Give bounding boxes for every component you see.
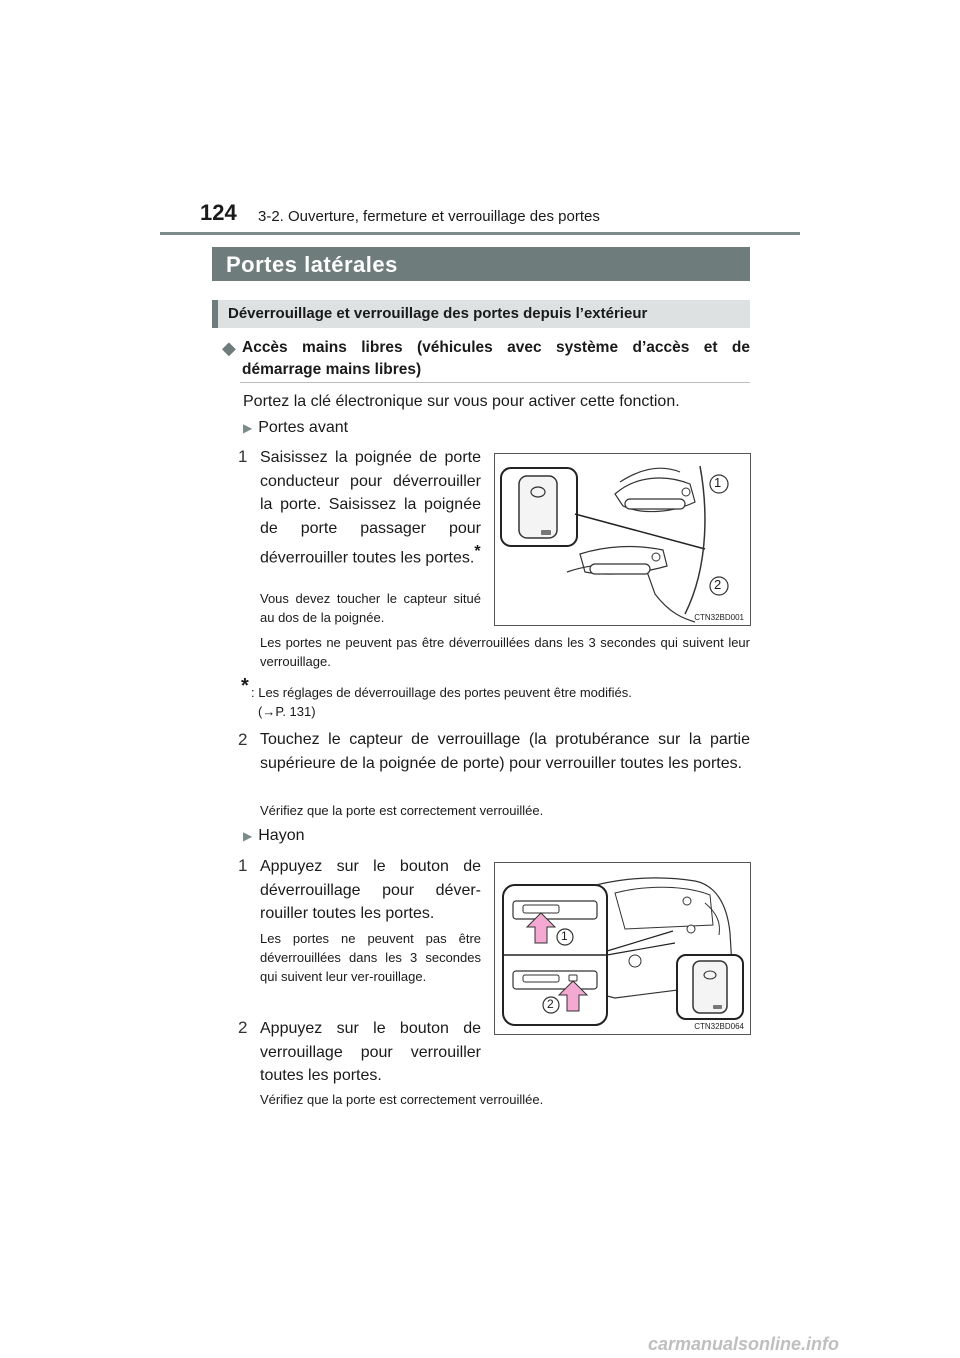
tailgate-step-2-note: Vérifiez que la porte est correctement verrouillée. [260, 1092, 544, 1107]
footnote-reference: (→P. 131) [258, 704, 316, 719]
front-figure-code: CTN32BD001 [694, 613, 744, 622]
front-step-1-body: Saisissez la poignée de porte conducteur pour déverrouiller la porte. Saisissez la poignée de porte passager pour déverrouiller toutes les portes. [260, 449, 481, 567]
tailgate-illustration [495, 863, 750, 1034]
front-step-1-text [260, 446, 481, 570]
subsection-bar [212, 300, 750, 328]
chapter-title: 3-2. Ouverture, fermeture et verrouillage des portes [258, 208, 600, 225]
hands-free-intro: Portez la clé électronique sur vous pour activer cette fonction. [243, 393, 680, 410]
diamond-bullet-icon: ◆ [222, 338, 236, 358]
tailgate-step-2-number: 2 [238, 1018, 248, 1037]
tailgate-heading [243, 827, 304, 845]
tailgate-step-1-text: Appuyez sur le bouton de déverrouillage pour déver-rouiller toutes les portes. [260, 858, 481, 922]
front-figure-callout-1: 1 [714, 475, 722, 490]
tailgate-figure-callout-2: 2 [547, 997, 554, 1011]
tailgate-figure-code: CTN32BD064 [694, 1022, 744, 1031]
front-door-figure [494, 453, 751, 626]
front-doors-heading [243, 419, 348, 437]
front-step-1-number: 1 [238, 447, 248, 466]
front-step-1-note-2: Les portes ne peuvent pas être déverrouillées dans les 3 secondes qui suivent leur verrouillage. [260, 635, 750, 669]
footnote-text: : Les réglages de déverrouillage des portes peuvent être modifiés. [251, 685, 632, 700]
tailgate-heading-text: Hayon [258, 827, 305, 844]
header-rule [160, 232, 800, 235]
tailgate-figure-callout-1: 1 [561, 929, 568, 943]
front-step-1-asterisk: * [474, 543, 481, 560]
section-bar [212, 247, 750, 281]
front-step-2-text: Touchez le capteur de verrouillage (la protubérance sur la partie supérieure de la poignée de porte) pour verrouiller toutes les portes. [260, 731, 750, 772]
section-title: Portes latérales [226, 252, 398, 277]
heading-divider [240, 382, 750, 383]
hands-free-heading [222, 337, 750, 381]
subsection-title: Déverrouillage et verrouillage des portes depuis l’extérieur [228, 305, 648, 322]
tailgate-figure [494, 862, 751, 1035]
triangle-bullet-icon: ▶ [243, 829, 253, 843]
page-number: 124 [200, 200, 237, 225]
front-door-illustration [495, 454, 750, 625]
tailgate-step-1-number: 1 [238, 856, 248, 875]
triangle-bullet-icon: ▶ [243, 421, 253, 435]
front-step-2-number: 2 [238, 730, 248, 749]
hands-free-heading-text: Accès mains libres (véhicules avec système d’accès et de démarrage mains libres) [242, 339, 750, 378]
tailgate-step-1-note: Les portes ne peuvent pas être déverrouillées dans les 3 secondes qui suivent leur ver-rouillage. [260, 931, 481, 984]
front-step-2-note: Vérifiez que la porte est correctement verrouillée. [260, 803, 544, 818]
footnote-asterisk: * [241, 675, 249, 697]
front-figure-callout-2: 2 [714, 577, 722, 592]
tailgate-step-2-text: Appuyez sur le bouton de verrouillage pour verrouiller toutes les portes. [260, 1020, 481, 1084]
front-step-1-note: Vous devez toucher le capteur situé au dos de la poignée. [260, 591, 481, 625]
front-doors-heading-text: Portes avant [258, 419, 349, 436]
watermark: carmanualsonline.info [648, 1334, 840, 1354]
